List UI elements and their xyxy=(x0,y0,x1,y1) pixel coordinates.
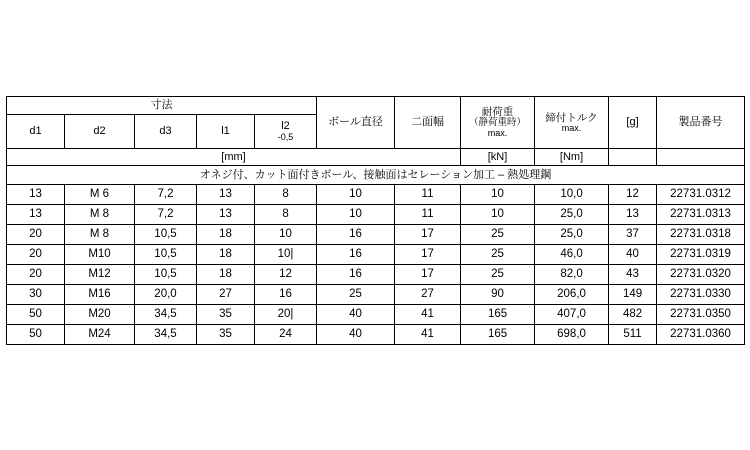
cell-ball: 10 xyxy=(317,205,395,225)
cell-d2: M10 xyxy=(65,245,135,265)
header-unit-row xyxy=(7,149,745,166)
header-l1: l1 xyxy=(197,115,255,149)
cell-part: 22731.0320 xyxy=(657,265,745,285)
cell-weight: 511 xyxy=(609,325,657,345)
cell-d3: 7,2 xyxy=(135,185,197,205)
cell-ball: 25 xyxy=(317,285,395,305)
cell-l2: 10 xyxy=(255,225,317,245)
cell-l1: 18 xyxy=(197,265,255,285)
table-row xyxy=(7,205,745,225)
cell-load: 25 xyxy=(461,265,535,285)
cell-ball: 16 xyxy=(317,245,395,265)
cell-l2: 10| xyxy=(255,245,317,265)
cell-weight: 37 xyxy=(609,225,657,245)
cell-l2: 8 xyxy=(255,205,317,225)
cell-weight: 13 xyxy=(609,205,657,225)
table-row xyxy=(7,185,745,205)
cell-d1: 20 xyxy=(7,265,65,285)
header-load-capacity-max: max. xyxy=(487,127,508,138)
cell-part: 22731.0330 xyxy=(657,285,745,305)
cell-width: 41 xyxy=(395,325,461,345)
cell-weight: 43 xyxy=(609,265,657,285)
header-group-row xyxy=(7,97,745,115)
cell-part: 22731.0319 xyxy=(657,245,745,265)
unit-kilonewton: [kN] xyxy=(461,149,535,166)
cell-torque: 407,0 xyxy=(535,305,609,325)
header-load-capacity-line2: （静荷重時） xyxy=(469,117,527,129)
cell-torque: 25,0 xyxy=(535,205,609,225)
cell-ball: 40 xyxy=(317,325,395,345)
cell-d2: M 6 xyxy=(65,185,135,205)
cell-ball: 16 xyxy=(317,225,395,245)
cell-d3: 7,2 xyxy=(135,205,197,225)
cell-d3: 10,5 xyxy=(135,265,197,285)
cell-part: 22731.0312 xyxy=(657,185,745,205)
header-ball-diameter: ボール直径 xyxy=(317,97,395,149)
cell-l1: 13 xyxy=(197,185,255,205)
cell-d1: 30 xyxy=(7,285,65,305)
cell-torque: 82,0 xyxy=(535,265,609,285)
cell-d3: 34,5 xyxy=(135,325,197,345)
cell-width: 17 xyxy=(395,245,461,265)
unit-part-blank xyxy=(657,149,745,166)
header-l2-tolerance: -0,5 xyxy=(277,131,294,142)
header-load-capacity-line1: 耐荷重 xyxy=(481,106,514,119)
header-load-capacity xyxy=(461,97,535,149)
cell-l2: 20| xyxy=(255,305,317,325)
cell-width: 11 xyxy=(395,205,461,225)
header-part-number: 製品番号 xyxy=(657,97,745,149)
table-row xyxy=(7,265,745,285)
header-l2 xyxy=(255,115,317,149)
cell-d3: 34,5 xyxy=(135,305,197,325)
table-row xyxy=(7,225,745,245)
cell-l2: 24 xyxy=(255,325,317,345)
cell-weight: 149 xyxy=(609,285,657,305)
cell-l1: 18 xyxy=(197,225,255,245)
cell-width: 17 xyxy=(395,225,461,245)
cell-part: 22731.0313 xyxy=(657,205,745,225)
header-tightening-torque-max: max. xyxy=(561,122,582,133)
cell-load: 10 xyxy=(461,185,535,205)
cell-d3: 20,0 xyxy=(135,285,197,305)
unit-millimeter: [mm] xyxy=(7,149,461,166)
header-d2: d2 xyxy=(65,115,135,149)
header-dimensions-group: 寸法 xyxy=(7,97,317,115)
unit-weight-blank xyxy=(609,149,657,166)
cell-torque: 698,0 xyxy=(535,325,609,345)
header-tightening-torque-line1: 締付トルク xyxy=(545,111,598,124)
cell-width: 41 xyxy=(395,305,461,325)
cell-d3: 10,5 xyxy=(135,245,197,265)
cell-load: 165 xyxy=(461,325,535,345)
section-note: オネジ付、カット面付きボール、接触面はセレーション加工 – 熱処理鋼 xyxy=(7,166,745,185)
cell-load: 25 xyxy=(461,245,535,265)
table-row xyxy=(7,325,745,345)
cell-width: 27 xyxy=(395,285,461,305)
cell-d3: 10,5 xyxy=(135,225,197,245)
table-row xyxy=(7,305,745,325)
cell-d1: 13 xyxy=(7,205,65,225)
cell-ball: 16 xyxy=(317,265,395,285)
cell-l1: 18 xyxy=(197,245,255,265)
header-d3: d3 xyxy=(135,115,197,149)
cell-load: 10 xyxy=(461,205,535,225)
cell-l1: 35 xyxy=(197,305,255,325)
cell-d1: 20 xyxy=(7,245,65,265)
cell-d1: 50 xyxy=(7,325,65,345)
section-note-row xyxy=(7,166,745,185)
specification-table xyxy=(6,96,745,345)
cell-part: 22731.0350 xyxy=(657,305,745,325)
cell-d2: M24 xyxy=(65,325,135,345)
cell-part: 22731.0318 xyxy=(657,225,745,245)
cell-ball: 10 xyxy=(317,185,395,205)
cell-load: 90 xyxy=(461,285,535,305)
cell-d2: M12 xyxy=(65,265,135,285)
cell-load: 25 xyxy=(461,225,535,245)
cell-l2: 12 xyxy=(255,265,317,285)
cell-weight: 12 xyxy=(609,185,657,205)
cell-d2: M20 xyxy=(65,305,135,325)
table-row xyxy=(7,245,745,265)
cell-d1: 13 xyxy=(7,185,65,205)
header-width-across-flats: 二面幅 xyxy=(395,97,461,149)
cell-l1: 35 xyxy=(197,325,255,345)
table-body xyxy=(7,166,745,345)
header-d1: d1 xyxy=(7,115,65,149)
table-row xyxy=(7,285,745,305)
cell-width: 11 xyxy=(395,185,461,205)
cell-load: 165 xyxy=(461,305,535,325)
cell-torque: 206,0 xyxy=(535,285,609,305)
header-l2-label: l2 xyxy=(281,120,290,133)
header-tightening-torque xyxy=(535,97,609,149)
table-header xyxy=(7,97,745,166)
cell-l1: 27 xyxy=(197,285,255,305)
cell-l2: 8 xyxy=(255,185,317,205)
header-weight: [g] xyxy=(609,97,657,149)
cell-width: 17 xyxy=(395,265,461,285)
cell-weight: 40 xyxy=(609,245,657,265)
cell-l1: 13 xyxy=(197,205,255,225)
cell-part: 22731.0360 xyxy=(657,325,745,345)
cell-d2: M16 xyxy=(65,285,135,305)
cell-torque: 10,0 xyxy=(535,185,609,205)
cell-d1: 50 xyxy=(7,305,65,325)
cell-torque: 46,0 xyxy=(535,245,609,265)
cell-torque: 25,0 xyxy=(535,225,609,245)
cell-d2: M 8 xyxy=(65,225,135,245)
cell-l2: 16 xyxy=(255,285,317,305)
cell-d1: 20 xyxy=(7,225,65,245)
cell-ball: 40 xyxy=(317,305,395,325)
cell-d2: M 8 xyxy=(65,205,135,225)
cell-weight: 482 xyxy=(609,305,657,325)
unit-newtonmeter: [Nm] xyxy=(535,149,609,166)
